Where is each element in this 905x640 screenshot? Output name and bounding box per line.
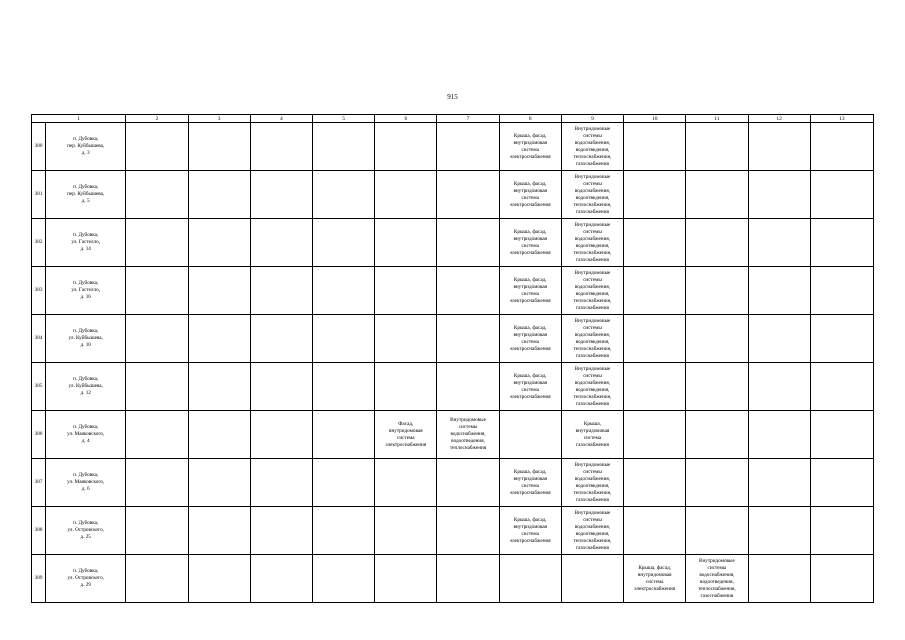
address-cell: п. Дубовка, пер. Куйбышева, д. 5 bbox=[46, 171, 126, 219]
cell-col-13 bbox=[810, 363, 873, 411]
table-row bbox=[32, 411, 874, 459]
address-cell: п. Дубовка, пер. Куйбышева, д. 3 bbox=[46, 123, 126, 171]
cell-col-13 bbox=[810, 123, 873, 171]
cell-col-4 bbox=[250, 555, 312, 603]
cell-col-10 bbox=[624, 171, 686, 219]
schedule-table bbox=[31, 114, 874, 603]
cell-col-12 bbox=[748, 363, 810, 411]
cell-col-3 bbox=[188, 555, 250, 603]
cell-col-9: Крыша, внутридомовая система газоснабжения bbox=[561, 411, 623, 459]
cell-col-4 bbox=[250, 459, 312, 507]
cell-col-4 bbox=[250, 267, 312, 315]
cell-col-10 bbox=[624, 267, 686, 315]
column-header: 5 bbox=[312, 115, 374, 123]
cell-col-3 bbox=[188, 219, 250, 267]
address-cell: п. Дубовка, ул. Островского, д. 29 bbox=[46, 555, 126, 603]
cell-col-6 bbox=[375, 267, 437, 315]
cell-col-8: Крыша, фасад, внутридомовая система электроснабжения bbox=[499, 171, 561, 219]
address-cell: п. Дубовка, ул. Куйбышева, д. 12 bbox=[46, 363, 126, 411]
address-cell: п. Дубовка, ул. Гастелло, д. 16 bbox=[46, 267, 126, 315]
cell-col-5 bbox=[312, 555, 374, 603]
cell-col-10 bbox=[624, 459, 686, 507]
cell-col-6 bbox=[375, 219, 437, 267]
cell-col-4 bbox=[250, 315, 312, 363]
cell-col-10: Крыша, фасад, внутридомовая система электроснабжения bbox=[624, 555, 686, 603]
cell-col-12 bbox=[748, 555, 810, 603]
row-number-cell: 386 bbox=[32, 411, 46, 459]
cell-col-9: Внутридомовые системы водоснабжения, водоотведения, теплоснабжения, газоснабжения bbox=[561, 219, 623, 267]
cell-col-12 bbox=[748, 171, 810, 219]
cell-col-4 bbox=[250, 363, 312, 411]
cell-col-12 bbox=[748, 315, 810, 363]
cell-col-2 bbox=[126, 459, 188, 507]
cell-col-7 bbox=[437, 363, 499, 411]
cell-col-13 bbox=[810, 171, 873, 219]
cell-col-5 bbox=[312, 411, 374, 459]
cell-col-9: Внутридомовые системы водоснабжения, водоотведения, теплоснабжения, газоснабжения bbox=[561, 123, 623, 171]
cell-col-13 bbox=[810, 555, 873, 603]
table-row bbox=[32, 315, 874, 363]
cell-col-3 bbox=[188, 507, 250, 555]
cell-col-11 bbox=[686, 267, 748, 315]
row-number-cell: 388 bbox=[32, 507, 46, 555]
cell-col-9: Внутридомовые системы водоснабжения, водоотведения, теплоснабжения, газоснабжения bbox=[561, 363, 623, 411]
cell-col-8: Крыша, фасад, внутридомовая система электроснабжения bbox=[499, 267, 561, 315]
cell-col-10 bbox=[624, 411, 686, 459]
cell-col-2 bbox=[126, 315, 188, 363]
cell-col-3 bbox=[188, 315, 250, 363]
cell-col-13 bbox=[810, 267, 873, 315]
cell-col-2 bbox=[126, 507, 188, 555]
cell-col-7 bbox=[437, 507, 499, 555]
cell-col-13 bbox=[810, 507, 873, 555]
cell-col-3 bbox=[188, 171, 250, 219]
row-number-cell: 380 bbox=[32, 123, 46, 171]
cell-col-5 bbox=[312, 123, 374, 171]
cell-col-8: Крыша, фасад, внутридомовая система электроснабжения bbox=[499, 459, 561, 507]
cell-col-6 bbox=[375, 363, 437, 411]
cell-col-12 bbox=[748, 123, 810, 171]
cell-col-2 bbox=[126, 555, 188, 603]
cell-col-12 bbox=[748, 411, 810, 459]
cell-col-4 bbox=[250, 123, 312, 171]
cell-col-4 bbox=[250, 171, 312, 219]
cell-col-3 bbox=[188, 267, 250, 315]
row-number-cell: 385 bbox=[32, 363, 46, 411]
cell-col-4 bbox=[250, 507, 312, 555]
cell-col-5 bbox=[312, 507, 374, 555]
row-number-cell: 381 bbox=[32, 171, 46, 219]
cell-col-6 bbox=[375, 123, 437, 171]
column-header: 3 bbox=[188, 115, 250, 123]
cell-col-11 bbox=[686, 123, 748, 171]
cell-col-2 bbox=[126, 219, 188, 267]
cell-col-13 bbox=[810, 219, 873, 267]
cell-col-6 bbox=[375, 555, 437, 603]
address-cell: п. Дубовка, ул. Маяковского, д. 4 bbox=[46, 411, 126, 459]
column-header: 10 bbox=[624, 115, 686, 123]
cell-col-7 bbox=[437, 219, 499, 267]
cell-col-9: Внутридомовые системы водоснабжения, водоотведения, теплоснабжения, газоснабжения bbox=[561, 459, 623, 507]
cell-col-12 bbox=[748, 459, 810, 507]
cell-col-8: Крыша, фасад, внутридомовая система электроснабжения bbox=[499, 123, 561, 171]
cell-col-5 bbox=[312, 363, 374, 411]
cell-col-11 bbox=[686, 459, 748, 507]
cell-col-8 bbox=[499, 555, 561, 603]
cell-col-6 bbox=[375, 459, 437, 507]
cell-col-8: Крыша, фасад, внутридомовая система электроснабжения bbox=[499, 315, 561, 363]
row-number-cell: 383 bbox=[32, 267, 46, 315]
cell-col-9: Внутридомовые системы водоснабжения, водоотведения, теплоснабжения, газоснабжения bbox=[561, 507, 623, 555]
column-header: 9 bbox=[561, 115, 623, 123]
cell-col-10 bbox=[624, 123, 686, 171]
cell-col-5 bbox=[312, 315, 374, 363]
cell-col-8: Крыша, фасад, внутридомовая система электроснабжения bbox=[499, 219, 561, 267]
cell-col-10 bbox=[624, 363, 686, 411]
cell-col-11 bbox=[686, 507, 748, 555]
cell-col-6 bbox=[375, 171, 437, 219]
cell-col-5 bbox=[312, 171, 374, 219]
cell-col-6: Фасад, внутридомовая система электроснабжения bbox=[375, 411, 437, 459]
cell-col-4 bbox=[250, 219, 312, 267]
table-row bbox=[32, 267, 874, 315]
cell-col-7: Внутридомовые системы водоснабжения, водоотведения, теплоснабжения bbox=[437, 411, 499, 459]
cell-col-12 bbox=[748, 507, 810, 555]
row-number-cell: 389 bbox=[32, 555, 46, 603]
cell-col-2 bbox=[126, 123, 188, 171]
column-header: 1 bbox=[32, 115, 126, 123]
column-header: 4 bbox=[250, 115, 312, 123]
cell-col-7 bbox=[437, 459, 499, 507]
cell-col-8: Крыша, фасад, внутридомовая система электроснабжения bbox=[499, 363, 561, 411]
cell-col-13 bbox=[810, 315, 873, 363]
cell-col-3 bbox=[188, 123, 250, 171]
cell-col-9 bbox=[561, 555, 623, 603]
row-number-cell: 382 bbox=[32, 219, 46, 267]
cell-col-13 bbox=[810, 459, 873, 507]
column-header: 11 bbox=[686, 115, 748, 123]
cell-col-3 bbox=[188, 363, 250, 411]
cell-col-5 bbox=[312, 267, 374, 315]
cell-col-6 bbox=[375, 315, 437, 363]
table-row bbox=[32, 219, 874, 267]
cell-col-9: Внутридомовые системы водоснабжения, водоотведения, теплоснабжения, газоснабжения bbox=[561, 315, 623, 363]
column-header: 2 bbox=[126, 115, 188, 123]
address-cell: п. Дубовка, ул. Куйбышева, д. 10 bbox=[46, 315, 126, 363]
cell-col-4 bbox=[250, 411, 312, 459]
cell-col-2 bbox=[126, 363, 188, 411]
address-cell: п. Дубовка, ул. Островского, д. 25 bbox=[46, 507, 126, 555]
cell-col-3 bbox=[188, 459, 250, 507]
cell-col-6 bbox=[375, 507, 437, 555]
column-header: 12 bbox=[748, 115, 810, 123]
header-row bbox=[32, 115, 874, 123]
cell-col-8 bbox=[499, 411, 561, 459]
cell-col-7 bbox=[437, 315, 499, 363]
row-number-cell: 387 bbox=[32, 459, 46, 507]
cell-col-5 bbox=[312, 219, 374, 267]
cell-col-8: Крыша, фасад, внутридомовая система электроснабжения bbox=[499, 507, 561, 555]
cell-col-9: Внутридомовые системы водоснабжения, водоотведения, теплоснабжения, газоснабжения bbox=[561, 267, 623, 315]
column-header: 7 bbox=[437, 115, 499, 123]
cell-col-3 bbox=[188, 411, 250, 459]
row-number-cell: 384 bbox=[32, 315, 46, 363]
cell-col-9: Внутридомовые системы водоснабжения, водоотведения, теплоснабжения, газоснабжения bbox=[561, 171, 623, 219]
table-row bbox=[32, 507, 874, 555]
table-row bbox=[32, 555, 874, 603]
cell-col-2 bbox=[126, 171, 188, 219]
column-header: 13 bbox=[810, 115, 873, 123]
column-header: 6 bbox=[375, 115, 437, 123]
table-row bbox=[32, 171, 874, 219]
page-number: 915 bbox=[447, 93, 458, 101]
cell-col-11 bbox=[686, 315, 748, 363]
cell-col-7 bbox=[437, 267, 499, 315]
cell-col-12 bbox=[748, 267, 810, 315]
address-cell: п. Дубовка, ул. Гастелло, д. 14 bbox=[46, 219, 126, 267]
address-cell: п. Дубовка, ул. Маяковского, д. 6 bbox=[46, 459, 126, 507]
cell-col-7 bbox=[437, 555, 499, 603]
cell-col-7 bbox=[437, 123, 499, 171]
cell-col-11 bbox=[686, 411, 748, 459]
cell-col-7 bbox=[437, 171, 499, 219]
cell-col-11 bbox=[686, 171, 748, 219]
cell-col-13 bbox=[810, 411, 873, 459]
cell-col-5 bbox=[312, 459, 374, 507]
cell-col-10 bbox=[624, 315, 686, 363]
table-row bbox=[32, 459, 874, 507]
cell-col-12 bbox=[748, 219, 810, 267]
cell-col-2 bbox=[126, 267, 188, 315]
column-header: 8 bbox=[499, 115, 561, 123]
cell-col-2 bbox=[126, 411, 188, 459]
cell-col-10 bbox=[624, 219, 686, 267]
table-row bbox=[32, 363, 874, 411]
cell-col-11 bbox=[686, 219, 748, 267]
table-row bbox=[32, 123, 874, 171]
cell-col-10 bbox=[624, 507, 686, 555]
cell-col-11 bbox=[686, 363, 748, 411]
cell-col-11: Внутридомовые системы водоснабжения, водоотведения, теплоснабжения, газоснабжения bbox=[686, 555, 748, 603]
